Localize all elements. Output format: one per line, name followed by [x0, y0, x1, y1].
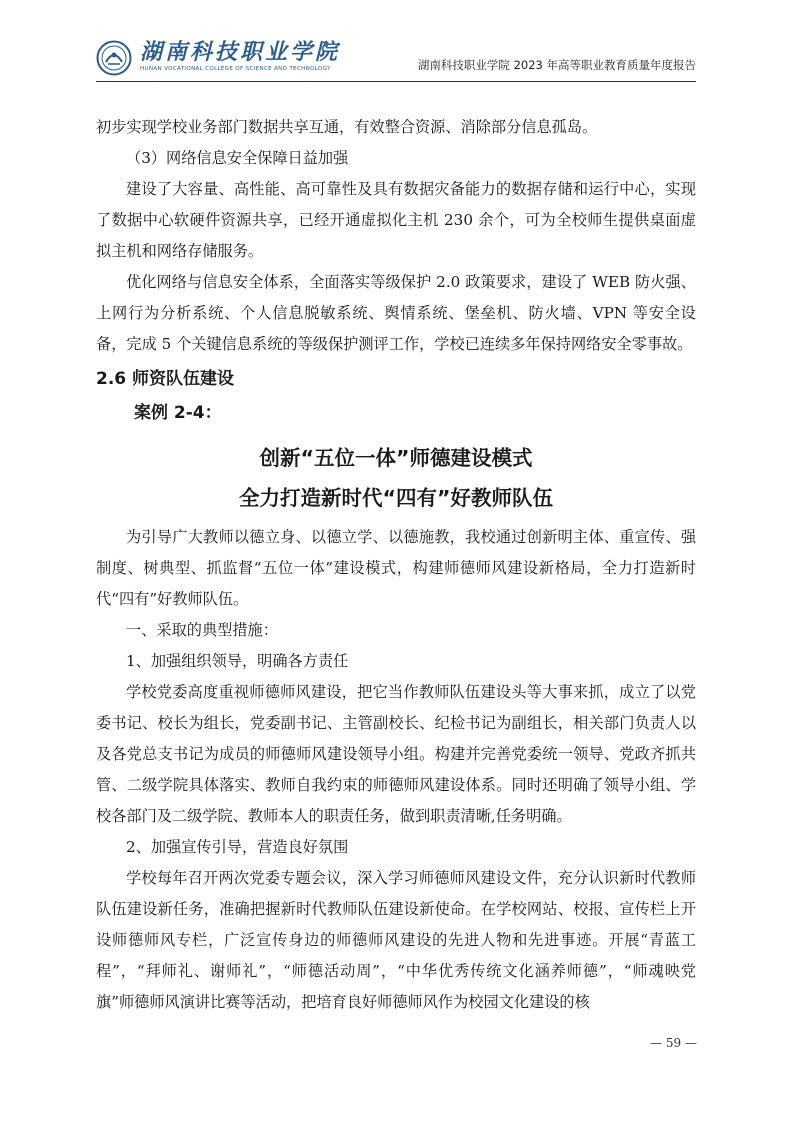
- header-divider: [96, 81, 696, 82]
- paragraph: 优化网络与信息安全体系，全面落实等级保护 2.0 政策要求，建设了 WEB 防火强、上网行为分析系统、个人信息脱敏系统、舆情系统、堡垒机、防火墙、VPN 等安全设备，完成 5 个关键信息系统的等级保护测评工作，学校已连续多年保持网络安全零事故。: [96, 273, 696, 353]
- page-body: [96, 112, 696, 1018]
- paragraph: 建设了大容量、高性能、高可靠性及具有数据灾备能力的数据存储和运行中心，实现了数据中心软硬件资源共享，已经开通虚拟化主机 230 余个，可为全校师生提供桌面虚拟主机和网络存储服务。: [96, 180, 696, 260]
- case-title: 创新“五位一体”师德建设模式: [259, 446, 533, 470]
- subheading: 1、加强组织领导，明确各方责任: [126, 652, 349, 670]
- page-number: [0, 1036, 793, 1050]
- subheading: （3）网络信息安全保障日益加强: [126, 149, 349, 167]
- case-label: 案例 2-4：: [134, 403, 222, 423]
- paragraph: 为引导广大教师以德立身、以德立学、以德施教，我校通过创新明主体、重宣传、强制度、树典型、抓监督“五位一体”建设模式，构建师德师风建设新格局，全力打造新时代“四有”好教师队伍。: [96, 528, 696, 608]
- section-heading: 2.6 师资队伍建设: [96, 369, 235, 389]
- college-logo-wordmark: 湖南科技职业学院: [140, 39, 341, 65]
- college-seal-icon: [96, 40, 132, 76]
- paragraph: 初步实现学校业务部门数据共享互通，有效整合资源、消除部分信息孤岛。: [96, 118, 598, 136]
- page-number-text: — 59 —: [650, 1036, 697, 1050]
- case-subtitle: 全力打造新时代“四有”好教师队伍: [239, 486, 553, 510]
- college-logo-subtitle: HUNAN VOCATIONAL COLLEGE OF SCIENCE AND TECHNOLOGY: [140, 66, 331, 72]
- paragraph: 学校党委高度重视师德师风建设，把它当作教师队伍建设头等大事来抓，成立了以党委书记、校长为组长，党委副书记、主管副校长、纪检书记为副组长，相关部门负责人以及各党总支书记为成员的师德师风建设领导小组。构建并完善党委统一领导、党政齐抓共管、二级学院具体落实、教师自我约束的师德师风建设体系。同时还明确了领导小组、学校各部门及二级学院、教师本人的职责任务，做到职责清晰,任务明确。: [96, 683, 696, 825]
- paragraph: 学校每年召开两次党委专题会议，深入学习师德师风建设文件，充分认识新时代教师队伍建设新任务，准确把握新时代教师队伍建设新使命。在学校网站、校报、宣传栏上开设师德师风专栏，广泛宣传身边的师德师风建设的先进人物和先进事迹。开展“青蓝工程”，“拜师礼、谢师礼”，“师德活动周”，“中华优秀传统文化涵养师德”，“师魂映党旗”师德师风演讲比赛等活动，把培育良好师德师风作为校园文化建设的核: [96, 869, 696, 1011]
- subheading: 2、加强宣传引导，营造良好氛围: [126, 838, 349, 856]
- report-title: 湖南科技职业学院 2023 年高等职业教育质量年度报告: [417, 58, 696, 72]
- subheading: 一、采取的典型措施：: [126, 621, 278, 639]
- page-header: [96, 40, 696, 76]
